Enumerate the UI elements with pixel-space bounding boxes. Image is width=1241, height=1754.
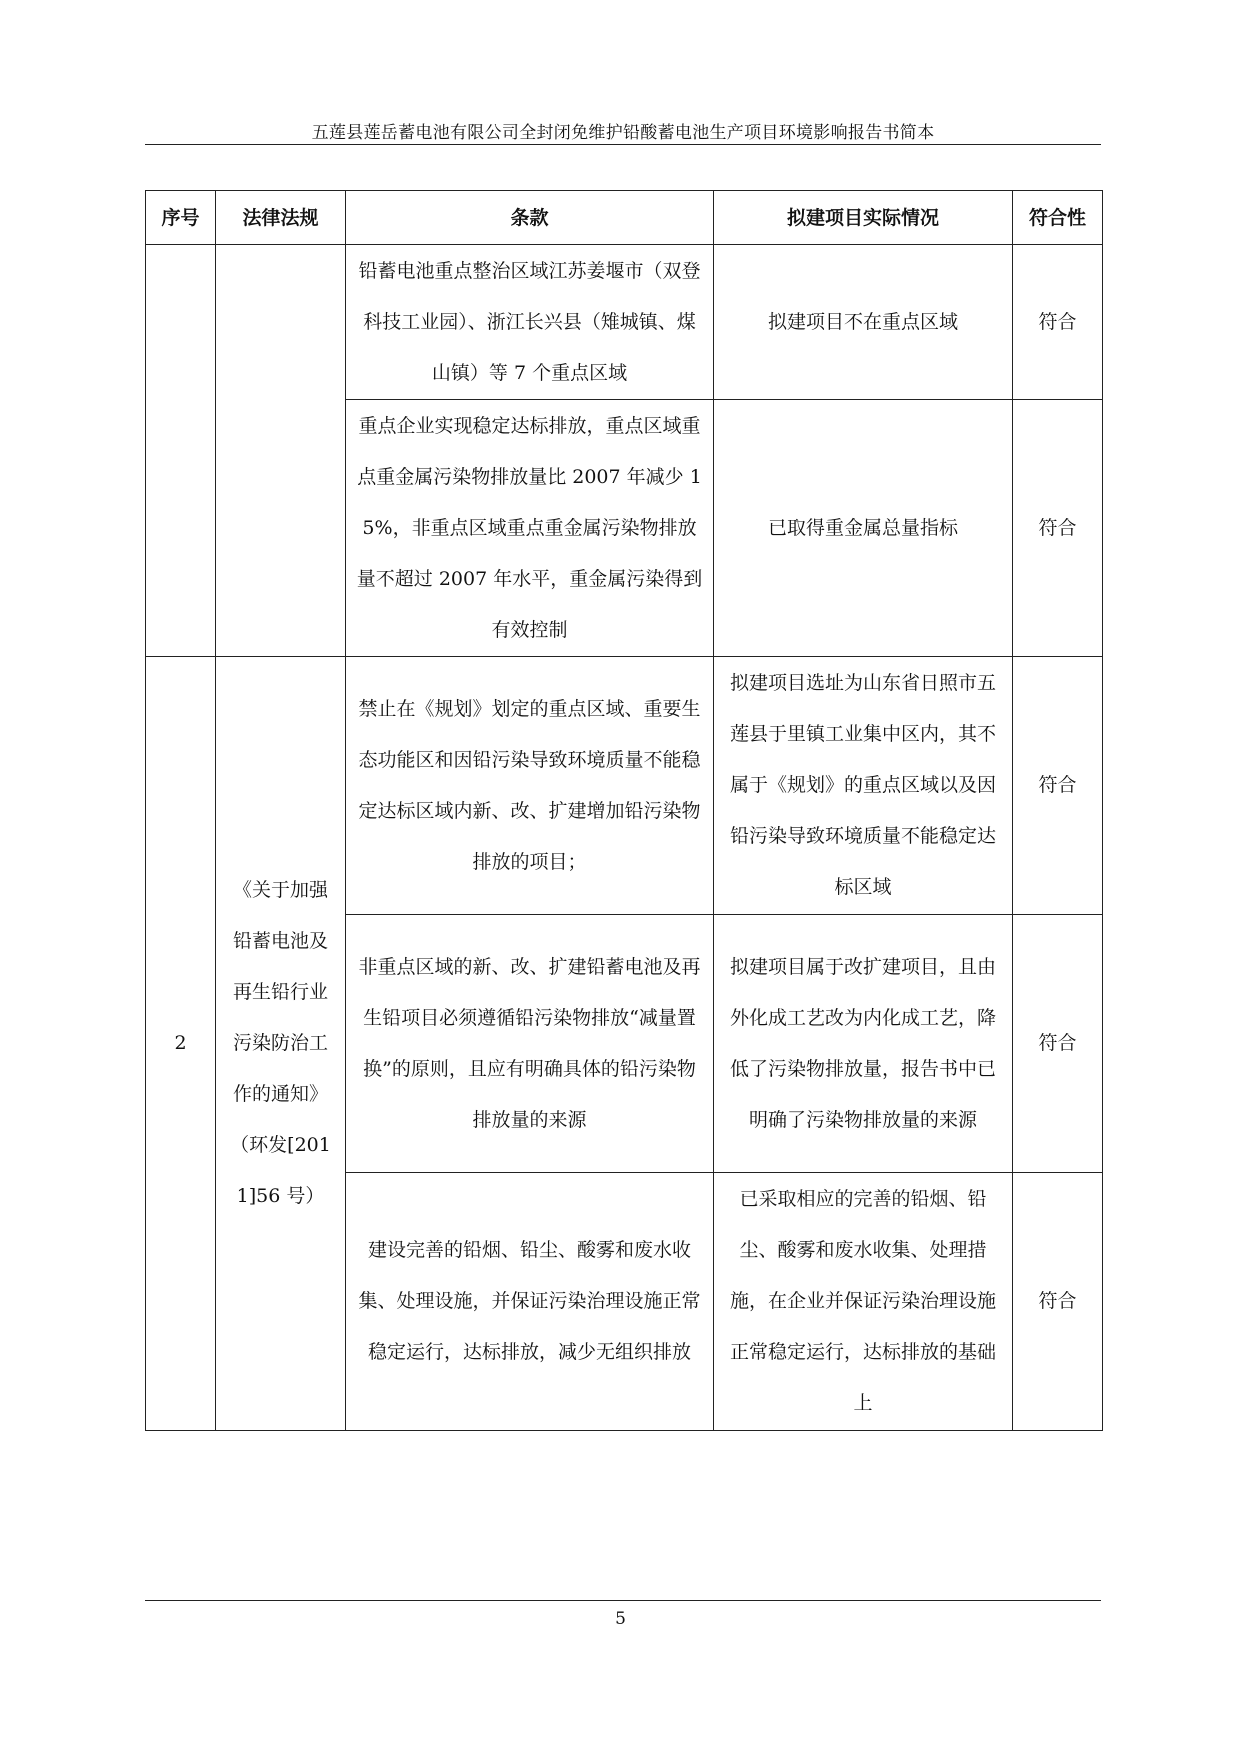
actual-cell: 已采取相应的完善的铅烟、铅尘、酸雾和废水收集、处理措施，在企业并保证污染治理设施正常稳定运行，达标排放的基础上: [714, 1173, 1013, 1431]
table-row: [146, 245, 1103, 400]
page-number: 5: [615, 1609, 626, 1629]
column-header-number: 序号: [146, 191, 216, 245]
actual-cell: 拟建项目不在重点区域: [714, 245, 1013, 400]
table-header-row: [146, 191, 1103, 245]
actual-cell: 拟建项目选址为山东省日照市五莲县于里镇工业集中区内，其不属于《规划》的重点区域以及因铅污染导致环境质量不能稳定达标区域: [714, 657, 1013, 915]
row-number-cell: [146, 245, 216, 657]
clause-cell: 非重点区域的新、改、扩建铅蓄电池及再生铅项目必须遵循铅污染物排放“减量置换”的原则，且应有明确具体的铅污染物排放量的来源: [346, 915, 714, 1173]
clause-cell: 禁止在《规划》划定的重点区域、重要生态功能区和因铅污染导致环境质量不能稳定达标区域内新、改、扩建增加铅污染物排放的项目；: [346, 657, 714, 915]
footer-rule: [145, 1600, 1101, 1601]
compliance-cell: 符合: [1013, 1173, 1103, 1431]
column-header-law: 法律法规: [216, 191, 346, 245]
compliance-cell: 符合: [1013, 400, 1103, 657]
column-header-actual: 拟建项目实际情况: [714, 191, 1013, 245]
law-cell: [216, 245, 346, 657]
compliance-cell: 符合: [1013, 245, 1103, 400]
compliance-cell: 符合: [1013, 915, 1103, 1173]
column-header-clause: 条款: [346, 191, 714, 245]
law-cell: 《关于加强铅蓄电池及再生铅行业污染防治工作的通知》（环发[2011]56 号）: [216, 657, 346, 1431]
compliance-cell: 符合: [1013, 657, 1103, 915]
row-number-cell: 2: [146, 657, 216, 1431]
header-rule: [145, 144, 1101, 145]
actual-cell: 已取得重金属总量指标: [714, 400, 1013, 657]
running-header: 五莲县莲岳蓄电池有限公司全封闭免维护铅酸蓄电池生产项目环境影响报告书简本: [311, 123, 935, 143]
clause-cell: 铅蓄电池重点整治区域江苏姜堰市（双登科技工业园）、浙江长兴县（雉城镇、煤山镇）等 7 个重点区域: [346, 245, 714, 400]
clause-cell: 建设完善的铅烟、铅尘、酸雾和废水收集、处理设施，并保证污染治理设施正常稳定运行，达标排放，减少无组织排放: [346, 1173, 714, 1431]
table-row: [146, 657, 1103, 915]
clause-cell: 重点企业实现稳定达标排放，重点区域重点重金属污染物排放量比 2007 年减少 15%，非重点区域重点重金属污染物排放量不超过 2007 年水平，重金属污染得到有效控制: [346, 400, 714, 657]
compliance-table: [145, 190, 1103, 1431]
actual-cell: 拟建项目属于改扩建项目，且由外化成工艺改为内化成工艺，降低了污染物排放量，报告书中已明确了污染物排放量的来源: [714, 915, 1013, 1173]
column-header-compliance: 符合性: [1013, 191, 1103, 245]
